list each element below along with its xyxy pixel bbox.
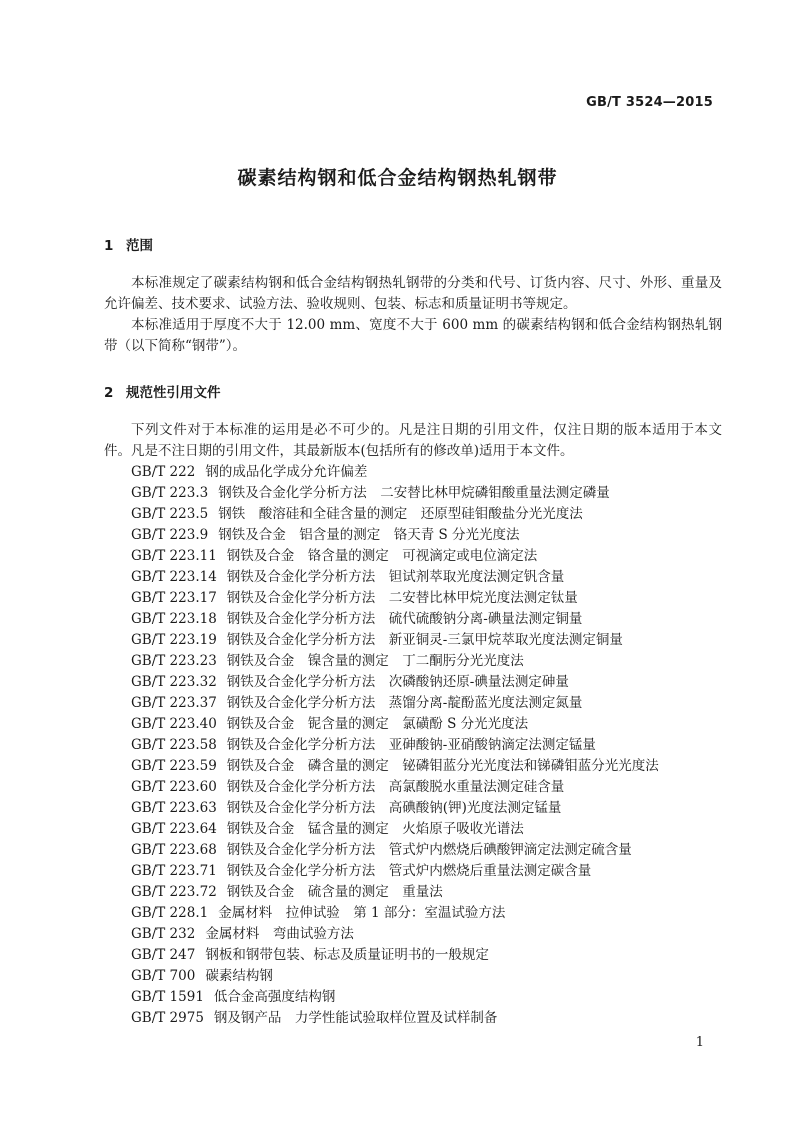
reference-title: 钢铁及合金 铌含量的测定 氯磺酚 S 分光光度法 xyxy=(226,716,529,732)
reference-item xyxy=(131,651,731,672)
reference-title: 钢铁及合金化学分析方法 二安替比林甲烷磷钼酸重量法测定磷量 xyxy=(218,485,610,501)
reference-code: GB/T 222 xyxy=(131,464,196,480)
reference-title: 钢铁及合金化学分析方法 新亚铜灵-三氯甲烷萃取光度法测定铜量 xyxy=(226,632,623,648)
reference-title: 钢铁及合金化学分析方法 高氯酸脱水重量法测定硅含量 xyxy=(226,779,565,795)
reference-item xyxy=(131,567,731,588)
reference-code: GB/T 223.60 xyxy=(131,779,217,795)
reference-item xyxy=(131,924,731,945)
reference-title: 钢铁及合金化学分析方法 亚砷酸钠-亚硝酸钠滴定法测定锰量 xyxy=(226,737,596,753)
reference-code: GB/T 223.37 xyxy=(131,695,217,711)
reference-item xyxy=(131,903,731,924)
reference-code: GB/T 700 xyxy=(131,968,196,984)
section-1-heading xyxy=(104,234,153,254)
reference-title: 碳素结构钢 xyxy=(205,968,273,984)
reference-code: GB/T 247 xyxy=(131,947,196,963)
section-title: 范围 xyxy=(126,238,153,254)
reference-item xyxy=(131,588,731,609)
reference-title: 钢铁及合金 锰含量的测定 火焰原子吸收光谱法 xyxy=(226,821,524,837)
reference-item xyxy=(131,609,731,630)
reference-item xyxy=(131,483,731,504)
reference-code: GB/T 223.40 xyxy=(131,716,217,732)
reference-title: 金属材料 弯曲试验方法 xyxy=(205,926,354,942)
reference-title: 钢的成品化学成分允许偏差 xyxy=(205,464,368,480)
reference-title: 钢及钢产品 力学性能试验取样位置及试样制备 xyxy=(213,1010,498,1026)
reference-code: GB/T 223.58 xyxy=(131,737,217,753)
reference-code: GB/T 223.71 xyxy=(131,863,217,879)
reference-code: GB/T 2975 xyxy=(131,1010,204,1026)
reference-code: GB/T 223.59 xyxy=(131,758,217,774)
reference-code: GB/T 223.64 xyxy=(131,821,217,837)
reference-title: 低合金高强度结构钢 xyxy=(213,989,336,1005)
reference-item xyxy=(131,987,731,1008)
reference-code: GB/T 223.9 xyxy=(131,527,209,543)
reference-title: 钢铁及合金化学分析方法 次磷酸钠还原-碘量法测定砷量 xyxy=(226,674,569,690)
reference-item xyxy=(131,966,731,987)
reference-item xyxy=(131,840,731,861)
reference-title: 钢板和钢带包装、标志及质量证明书的一般规定 xyxy=(205,947,489,963)
reference-code: GB/T 223.63 xyxy=(131,800,217,816)
page-number: 1 xyxy=(695,1035,704,1050)
reference-item xyxy=(131,504,731,525)
reference-item xyxy=(131,882,731,903)
reference-title: 钢铁及合金 铝含量的测定 铬天青 S 分光光度法 xyxy=(218,527,520,543)
reference-code: GB/T 223.18 xyxy=(131,611,217,627)
reference-code: GB/T 223.19 xyxy=(131,632,217,648)
reference-title: 钢铁及合金化学分析方法 管式炉内燃烧后重量法测定碳含量 xyxy=(226,863,592,879)
reference-title: 钢铁 酸溶硅和全硅含量的测定 还原型硅钼酸盐分光光度法 xyxy=(218,506,583,522)
reference-item xyxy=(131,756,731,777)
reference-code: GB/T 223.17 xyxy=(131,590,217,606)
reference-code: GB/T 223.23 xyxy=(131,653,217,669)
reference-title: 钢铁及合金化学分析方法 蒸馏分离-靛酚蓝光度法测定氮量 xyxy=(226,695,583,711)
section-number: 2 xyxy=(104,385,114,401)
reference-title: 钢铁及合金 镍含量的测定 丁二酮肟分光光度法 xyxy=(226,653,524,669)
reference-title: 钢铁及合金 磷含量的测定 铋磷钼蓝分光光度法和锑磷钼蓝分光光度法 xyxy=(226,758,659,774)
reference-title: 钢铁及合金化学分析方法 管式炉内燃烧后碘酸钾滴定法测定硫含量 xyxy=(226,842,632,858)
section-number: 1 xyxy=(104,238,114,254)
reference-code: GB/T 223.72 xyxy=(131,884,217,900)
reference-item xyxy=(131,861,731,882)
reference-item xyxy=(131,525,731,546)
normative-references-intro: 下列文件对于本标准的运用是必不可少的。凡是注日期的引用文件，仅注日期的版本适用于本文件。凡是不注日期的引用文件，其最新版本(包括所有的修改单)适用于本文件。 xyxy=(104,422,722,459)
reference-title: 钢铁及合金化学分析方法 二安替比林甲烷光度法测定钛量 xyxy=(226,590,578,606)
reference-item xyxy=(131,693,731,714)
reference-code: GB/T 223.3 xyxy=(131,485,209,501)
section-title: 规范性引用文件 xyxy=(126,385,221,401)
reference-item xyxy=(131,1008,731,1029)
scope-paragraph-1: 本标准规定了碳素结构钢和低合金结构钢热轧钢带的分类和代号、订货内容、尺寸、外形、重量及允许偏差、技术要求、试验方法、验收规则、包装、标志和质量证明书等规定。 xyxy=(104,275,722,312)
reference-item xyxy=(131,546,731,567)
reference-item xyxy=(131,462,731,483)
reference-item xyxy=(131,777,731,798)
reference-code: GB/T 228.1 xyxy=(131,905,209,921)
reference-title: 钢铁及合金化学分析方法 钽试剂萃取光度法测定钒含量 xyxy=(226,569,565,585)
reference-item xyxy=(131,945,731,966)
reference-item xyxy=(131,798,731,819)
reference-item xyxy=(131,714,731,735)
reference-code: GB/T 223.68 xyxy=(131,842,217,858)
reference-list xyxy=(131,462,731,1029)
reference-code: GB/T 223.14 xyxy=(131,569,217,585)
reference-title: 钢铁及合金 铬含量的测定 可视滴定或电位滴定法 xyxy=(226,548,538,564)
reference-item xyxy=(131,630,731,651)
reference-code: GB/T 223.5 xyxy=(131,506,209,522)
section-2-heading xyxy=(104,381,221,401)
reference-title: 钢铁及合金 硫含量的测定 重量法 xyxy=(226,884,443,900)
standard-number: GB/T 3524—2015 xyxy=(586,95,713,110)
reference-title: 金属材料 拉伸试验 第 1 部分：室温试验方法 xyxy=(218,905,506,921)
reference-title: 钢铁及合金化学分析方法 高碘酸钠(钾)光度法测定锰量 xyxy=(226,800,562,816)
reference-code: GB/T 232 xyxy=(131,926,196,942)
reference-title: 钢铁及合金化学分析方法 硫代硫酸钠分离-碘量法测定铜量 xyxy=(226,611,583,627)
scope-paragraph-2: 本标准适用于厚度不大于 12.00 mm、宽度不大于 600 mm 的碳素结构钢和低合金结构钢热轧钢带（以下简称“钢带”）。 xyxy=(104,317,722,354)
reference-item xyxy=(131,672,731,693)
reference-item xyxy=(131,819,731,840)
reference-code: GB/T 223.11 xyxy=(131,548,217,564)
reference-code: GB/T 1591 xyxy=(131,989,204,1005)
reference-item xyxy=(131,735,731,756)
reference-code: GB/T 223.32 xyxy=(131,674,217,690)
document-title: 碳素结构钢和低合金结构钢热轧钢带 xyxy=(237,167,558,189)
